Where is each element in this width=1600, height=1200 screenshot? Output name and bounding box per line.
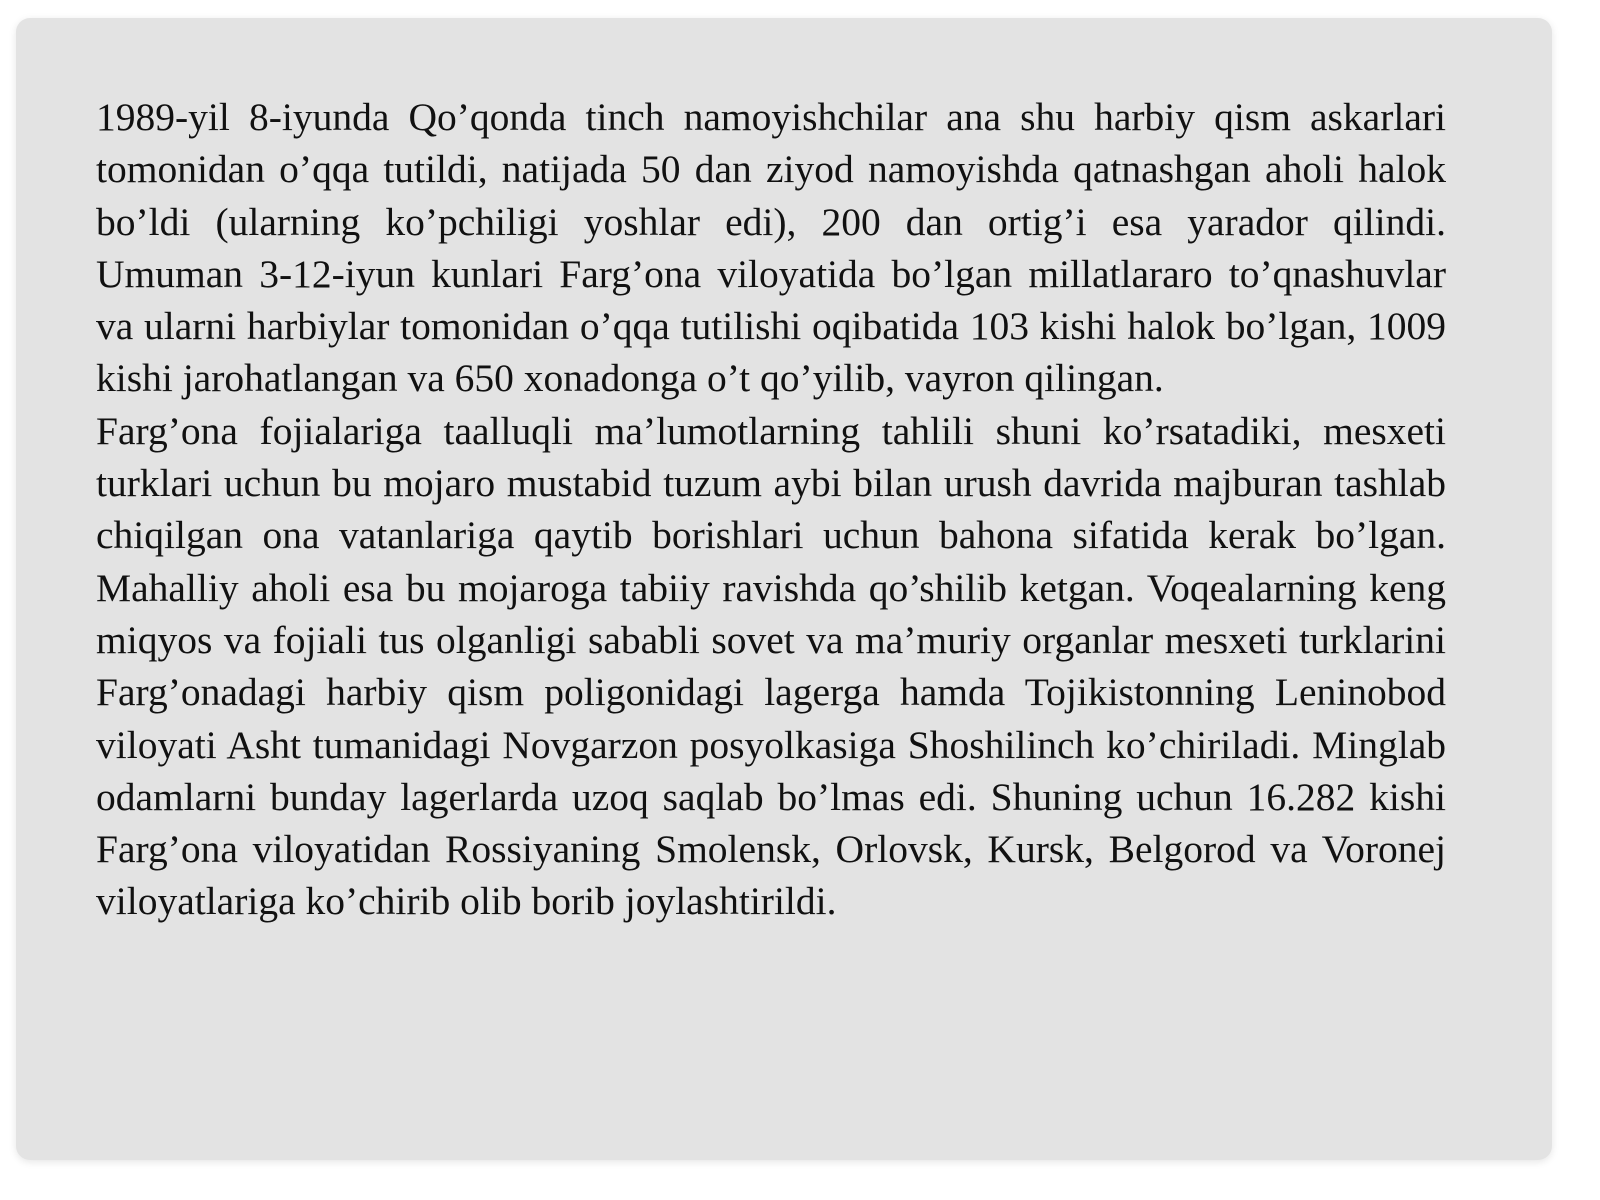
slide-panel	[16, 18, 1552, 1160]
slide-text-body	[96, 91, 1446, 928]
paragraph-1: 1989-yil 8-iyunda Qo’qonda tinch namoyishchilar ana shu harbiy qism askarlari tomonidan o’qqa tutildi, natijada 50 dan ziyod namoyishda qatnashgan aholi halok bo’ldi (ularning ko’pchiligi yoshlar edi), 200 dan ortig’i esa yarador qilindi. Umuman 3-12-iyun kunlari Farg’ona viloyatida bo’lgan millatlararo to’qnashuvlar va ularni harbiylar tomonidan o’qqa tutilishi oqibatida 103 kishi halok bo’lgan, 1009 kishi jarohatlangan va 650 xonadonga o’t qo’yilib, vayron qilingan.	[96, 95, 1446, 401]
paragraph-2: Farg’ona fojialariga taalluqli ma’lumotlarning tahlili shuni ko’rsatadiki, mesxeti turklari uchun bu mojaro mustabid tuzum aybi bilan urush davrida majburan tashlab chiqilgan ona vatanlariga qaytib borishlari uchun bahona sifatida kerak bo’lgan. Mahalliy aholi esa bu mojaroga tabiiy ravishda qo’shilib ketgan. Voqealarning keng miqyos va fojiali tus olganligi sababli sovet va ma’muriy organlar mesxeti turklarini Farg’onadagi harbiy qism poligonidagi lagerga hamda Tojikistonning Leninobod viloyati Asht tumanidagi Novgarzon posyolkasiga Shoshilinch ko’chiriladi. Minglab odamlarni bunday lagerlarda uzoq saqlab bo’lmas edi. Shuning uchun 16.282 kishi Farg’ona viloyatidan Rossiyaning Smolensk, Orlovsk, Kursk, Belgorod va Voronej viloyatlariga ko’chirib olib borib joylashtirildi.	[96, 408, 1446, 924]
